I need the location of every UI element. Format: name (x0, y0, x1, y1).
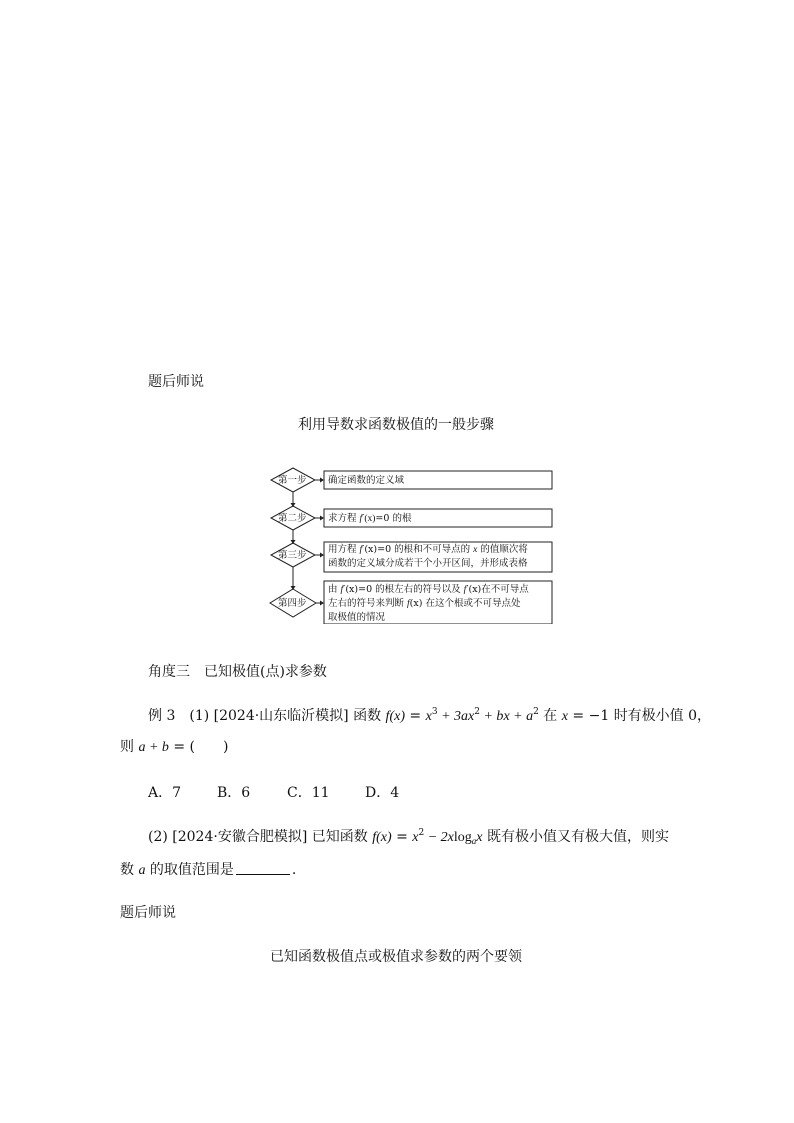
box3-text (328, 543, 528, 570)
angle-heading: 角度三 已知极值(点)求参数 (148, 664, 327, 680)
step3-label: 第三步 (278, 550, 307, 561)
example3-line2: 则 a + b = ( ) (120, 739, 229, 755)
option-c: C．11 (287, 785, 330, 801)
option-a: A．7 (148, 785, 182, 801)
box4-line1: 由 f′(x)=0 的根左右的符号以及 f′(x)在不可导点 (328, 584, 529, 595)
final-title: 已知函数极值点或极值求参数的两个要领 (270, 949, 522, 965)
section-heading: 题后师说 (148, 374, 204, 390)
step1-label: 第一步 (278, 475, 307, 486)
answer-blank[interactable] (236, 862, 290, 875)
flowchart-title: 利用导数求函数极值的一般步骤 (298, 417, 494, 433)
option-d: D．4 (365, 785, 400, 801)
flowchart (266, 464, 558, 624)
box2-text: 求方程 f′(x)=0 的根 (328, 513, 412, 524)
box1-text: 确定函数的定义域 (328, 475, 405, 486)
box4-text (328, 583, 529, 624)
box3-line2: 函数的定义域分成若干个小开区间，并形成表格 (328, 558, 528, 569)
option-b: B．6 (217, 785, 251, 801)
example3-part2-line1: (2) [2024·安徽合肥模拟] 已知函数 $f(x) = x^2 - 2xlog_ax$ 既有极小值又有极大值，则实 (148, 828, 669, 846)
step2-label: 第二步 (278, 513, 307, 524)
box4-line3: 取极值的情况 (328, 612, 386, 623)
example3-part2-line2: 数 a 的取值范围是 . (120, 862, 297, 878)
step4-label: 第四步 (278, 598, 307, 609)
box3-line1: 用方程 f′(x)=0 的根和不可导点的 x 的值顺次将 (328, 544, 528, 555)
example3-line1: 例 3 (1) [2024·山东临沂模拟] 函数 $f(x) = x^3 + 3ax^2$ + bx + $a^2$ 在 x = −1 时有极小值 0， (148, 707, 712, 724)
section-heading-2: 题后师说 (120, 905, 176, 921)
box4-line2: 左右的符号来判断 f(x) 在这个根或不可导点处 (328, 598, 521, 609)
